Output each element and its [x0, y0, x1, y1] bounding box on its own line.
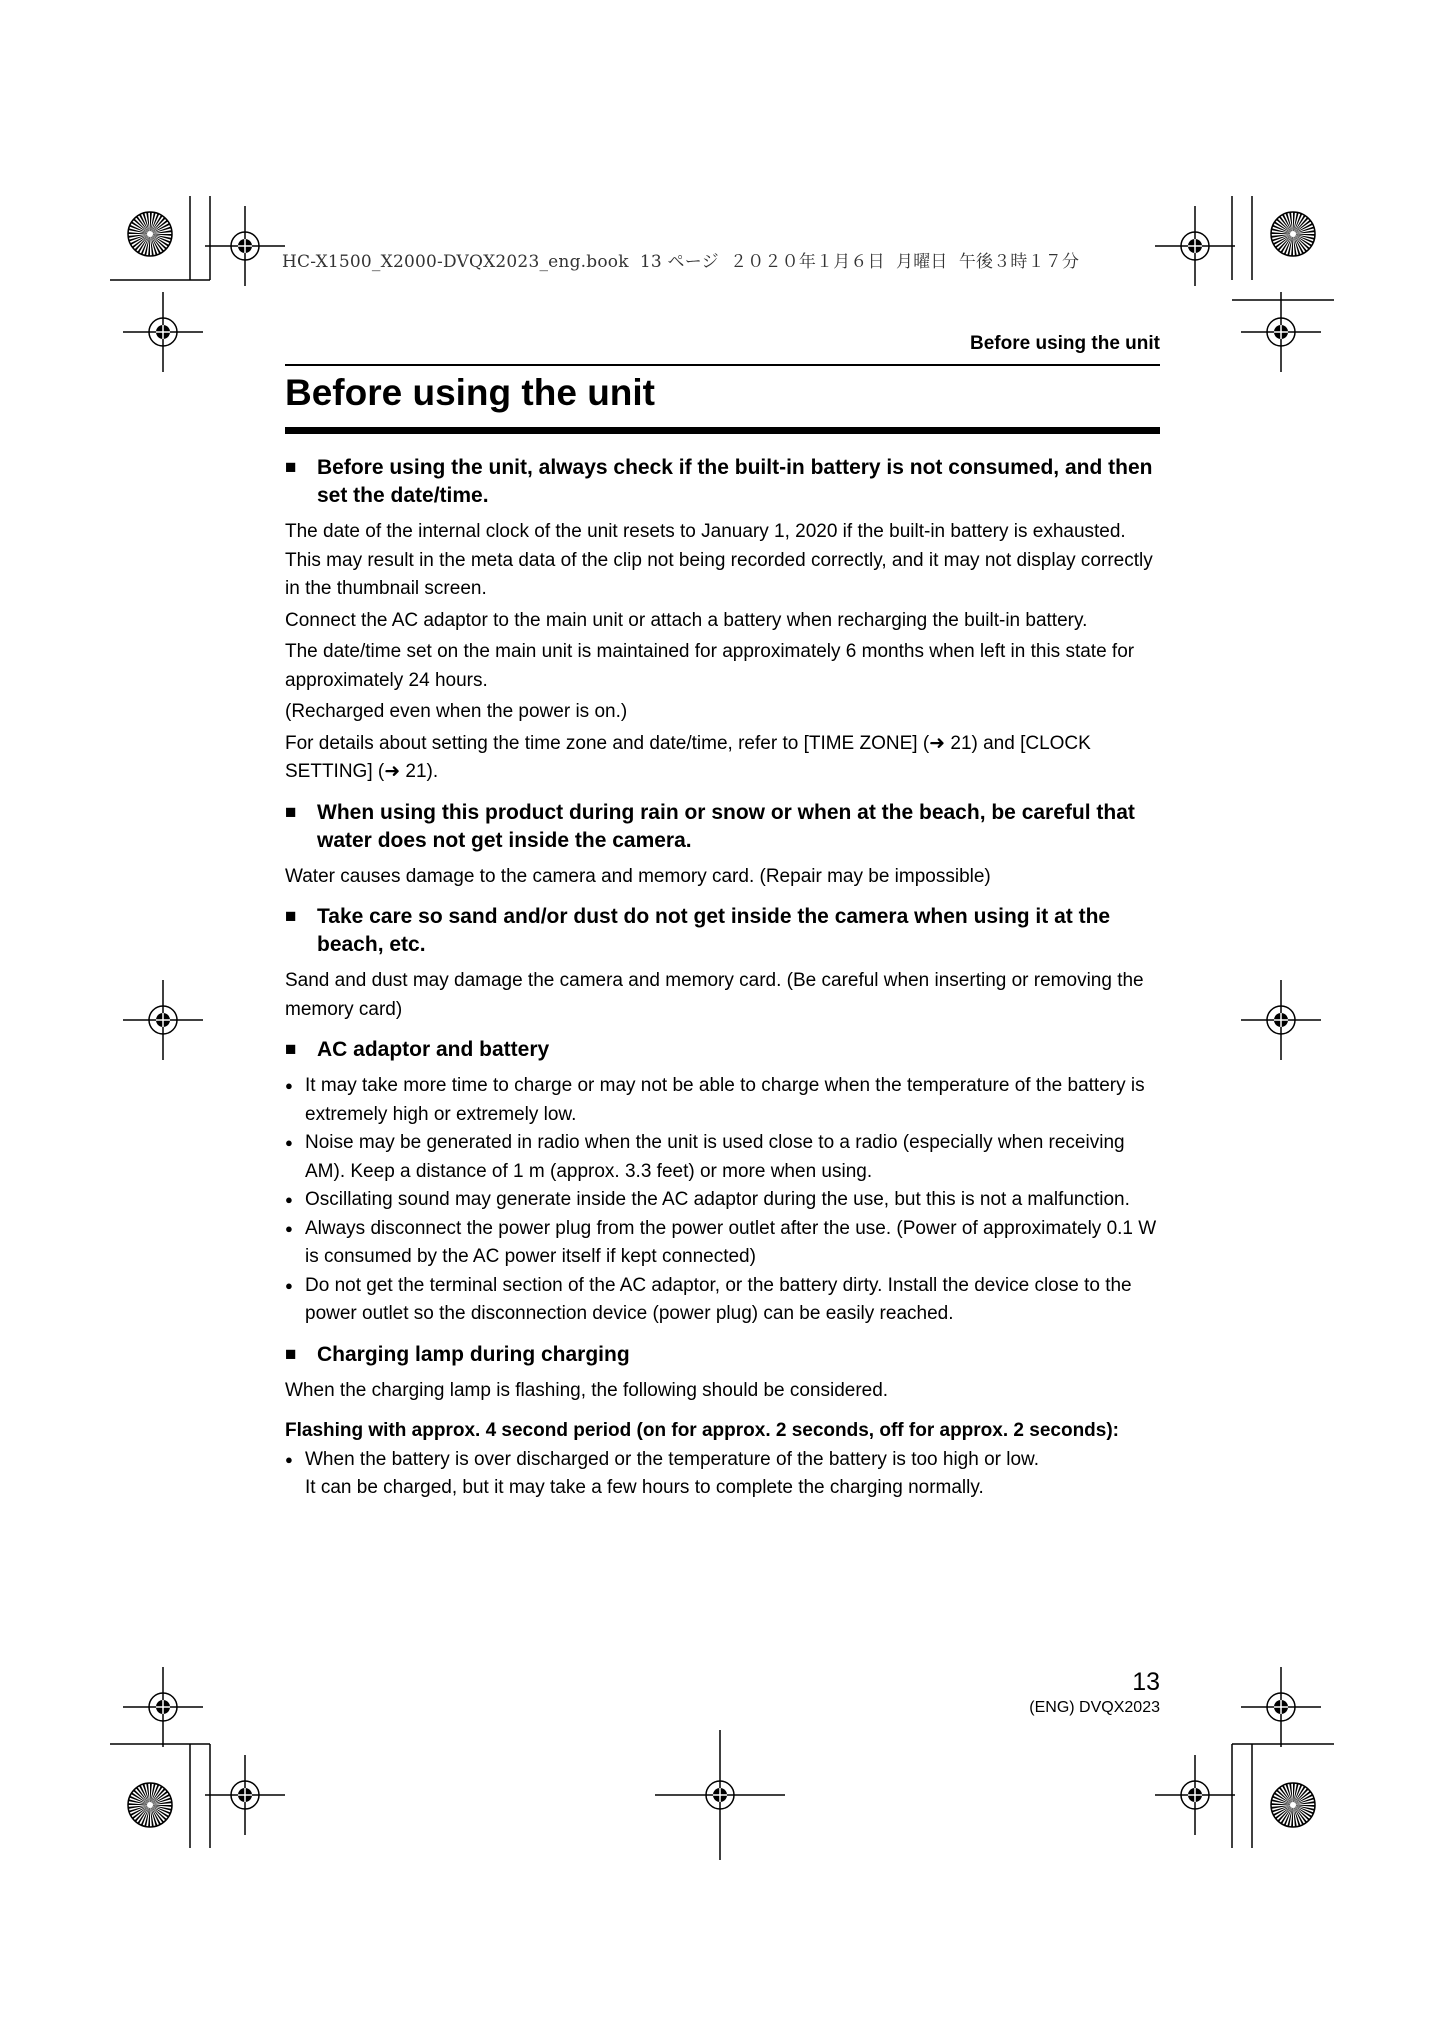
section-heading [285, 1036, 1160, 1064]
section-heading [285, 1341, 1160, 1369]
list-item: ● When the battery is over discharged or the temperature of the battery is too high or low. It can be charged, but it may take a few hours to complete the charging normally. [285, 1446, 1160, 1503]
list-item: ● Noise may be generated in radio when the unit is used close to a radio (especially when receiving AM). Keep a distance of 1 m (approx. 3.3 feet) or more when using. [285, 1129, 1160, 1186]
registration-mark-icon [1241, 292, 1321, 372]
registration-mark-icon [123, 292, 203, 372]
running-head: Before using the unit [970, 333, 1160, 354]
paragraph: (Recharged even when the power is on.) [285, 701, 628, 722]
paragraph: Water causes damage to the camera and memory card. (Repair may be impossible) [285, 865, 991, 887]
registration-mark-icon [655, 1730, 785, 1860]
section-sand-dust [285, 903, 1160, 1024]
page-title: Before using the unit [285, 372, 655, 413]
subheading: Flashing with approx. 4 second period (on for approx. 2 seconds, off for approx. 2 seconds): [285, 1420, 1119, 1441]
square-bullet-icon: ■ [285, 906, 297, 927]
starburst-mark-icon [128, 212, 172, 256]
list-item: ● Oscillating sound may generate inside the AC adaptor during the use, but this is not a malfunction. [285, 1186, 1160, 1215]
section-heading [285, 454, 1160, 510]
list-item: ● Do not get the terminal section of the AC adaptor, or the battery dirty. Install the device close to the power outlet so the disconnection device (power plug) can be easily reached. [285, 1272, 1160, 1329]
registration-mark-icon [123, 1667, 203, 1747]
section-heading-text: When using this product during rain or snow or when at the beach, be careful that water does not get inside the camera. [317, 800, 1135, 852]
section-heading-text: Before using the unit, always check if the built-in battery is not consumed, and then set the date/time. [317, 456, 1153, 507]
paragraph: When the charging lamp is flashing, the following should be considered. [285, 1379, 889, 1401]
running-head-rule [285, 364, 1160, 366]
square-bullet-icon: ■ [285, 801, 297, 823]
paragraph: Connect the AC adaptor to the main unit or attach a battery when recharging the built-in battery. [285, 609, 1088, 631]
registration-mark-icon [1241, 980, 1321, 1060]
list-item: ● Always disconnect the power plug from the power outlet after the use. (Power of approximately 0.1 W is consumed by the AC power itself if kept connected) [285, 1215, 1160, 1272]
section-heading-text: AC adaptor and battery [317, 1038, 550, 1061]
page-number: 13 [1132, 1668, 1160, 1696]
registration-mark-icon [205, 206, 285, 286]
section-rain-snow [285, 799, 1160, 892]
main-content [285, 454, 1160, 1515]
list-item: ● It may take more time to charge or may not be able to charge when the temperature of the battery is extremely high or extremely low. [285, 1072, 1160, 1129]
registration-mark-icon [1155, 206, 1235, 286]
section-heading [285, 799, 1160, 855]
paragraph: The date of the internal clock of the unit resets to January 1, 2020 if the built-in battery is exhausted. This may result in the meta data of the clip not being recorded correctly, and it may not display correctly in the thumbnail screen. [285, 521, 1153, 599]
registration-mark-icon [205, 1755, 285, 1835]
registration-mark-icon [1241, 1667, 1321, 1747]
title-rule [285, 427, 1160, 434]
bullet-list [285, 1446, 1160, 1503]
paragraph: The date/time set on the main unit is maintained for approximately 6 months when left in this state for approximately 24 hours. [285, 641, 1135, 691]
bullet-list [285, 1072, 1160, 1329]
paragraph: For details about setting the time zone and date/time, refer to [TIME ZONE] (➜ 21) and [CLOCK SETTING] (➜ 21). [285, 732, 1091, 782]
section-charging-lamp [285, 1341, 1160, 1503]
square-bullet-icon: ■ [285, 457, 297, 478]
section-ac-adaptor [285, 1036, 1160, 1329]
paragraph: Sand and dust may damage the camera and memory card. (Be careful when inserting or removing the memory card) [285, 970, 1144, 1020]
section-heading [285, 903, 1160, 959]
section-date-time [285, 454, 1160, 787]
starburst-mark-icon [128, 1783, 172, 1827]
section-heading-text: Charging lamp during charging [317, 1342, 630, 1366]
print-info-line: HC-X1500_X2000-DVQX2023_eng.book 13 ページ ２０２０年１月６日 月曜日 午後３時１７分 [282, 252, 1080, 272]
starburst-mark-icon [1271, 1783, 1315, 1827]
registration-mark-icon [1155, 1755, 1235, 1835]
registration-mark-icon [123, 980, 203, 1060]
page-code: (ENG) DVQX2023 [1029, 1699, 1160, 1716]
section-heading-text: Take care so sand and/or dust do not get inside the camera when using it at the beach, etc. [317, 905, 1111, 956]
square-bullet-icon: ■ [285, 1343, 297, 1365]
square-bullet-icon: ■ [285, 1039, 297, 1060]
starburst-mark-icon [1271, 212, 1315, 256]
